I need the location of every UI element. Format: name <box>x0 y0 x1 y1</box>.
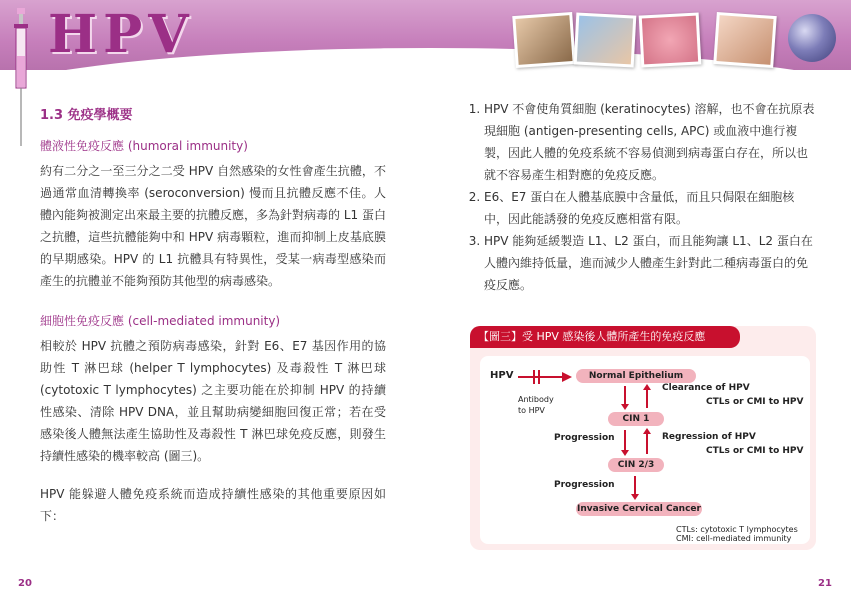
blocked-arrow-icon <box>518 368 574 386</box>
clearance-arrow <box>646 388 648 408</box>
hpv-logo: HPV <box>48 4 195 65</box>
girls-photo <box>713 12 776 68</box>
reasons-list <box>466 98 816 296</box>
syringe-icon <box>6 6 36 156</box>
ctl-cmi-label: CTLs or CMI to HPV <box>706 446 804 456</box>
humoral-text: 約有二分之一至三分之二受 HPV 自然感染的女性會產生抗體，不過通常血清轉換率 (seroconversion) 慢而且抗體反應不佳。人體內能夠被測定出來最主要的抗體反應，多為針對病毒的 L1 蛋白之抗體，這些抗體能夠中和 HPV 病毒顆粒，進而抑制上皮基底膜的早期感染。HPV 的 L1 抗體具有特異性，受某一病毒型感染而產生的抗體並不能夠預防其他型的病毒感染。 <box>40 164 386 288</box>
antibody-label: Antibody to HPV <box>518 395 554 415</box>
cells-photo <box>639 12 702 67</box>
regression-label: Regression of HPV <box>662 432 756 442</box>
page-number-left: 20 <box>18 578 32 589</box>
figure-diagram <box>480 356 810 544</box>
list-item: 1. HPV 不會使角質細胞 (keratinocytes) 溶解，也不會在抗原表現細胞 (antigen-presenting cells, APC) 或血液中進行複製，因此人體的免疫系統不容易偵測到病毒蛋白存在，所以也就不容易產生相對應的免疫反應。 <box>484 98 816 186</box>
closing-text: HPV 能躲避人體免疫系統而造成持續性感染的其他重要原因如下： <box>40 487 386 523</box>
progression-arrow <box>624 430 626 452</box>
hpv-label: HPV <box>490 370 514 381</box>
clearance-label: Clearance of HPV <box>662 383 750 393</box>
page-number-right: 21 <box>818 578 832 589</box>
stage-cin-2-3: CIN 2/3 <box>608 458 664 472</box>
cellular-text: 相較於 HPV 抗體之預防病毒感染，針對 E6、E7 基因作用的協助性 T 淋巴球 (helper T lymphocytes) 及毒殺性 T 淋巴球 (cytotoxic T lymphocytes) 之主要功能在於抑制 HPV 的持續性感染、清除 HPV DNA，並且幫助病變細胞回復正常；若在受感染後人體無法產生協助性及毒殺性 T 淋巴球免疫反應，則發生持續性感染的機率較高 (圖三)。 <box>40 339 386 463</box>
right-column <box>466 98 816 296</box>
mother-child-photo <box>512 12 575 68</box>
left-column <box>40 98 386 539</box>
virus-icon <box>788 14 836 62</box>
list-item: 2. E6、E7 蛋白在人體基底膜中含量低，而且只侷限在細胞核中，因此能誘發的免疫反應相當有限。 <box>484 186 816 230</box>
stage-normal-epithelium: Normal Epithelium <box>576 369 696 383</box>
cellular-title: 細胞性免疫反應 (cell-mediated immunity) <box>40 314 281 328</box>
progression-arrow <box>634 476 636 496</box>
progression-label: Progression <box>554 433 615 443</box>
family-photo <box>574 12 637 67</box>
regression-arrow <box>646 432 648 454</box>
progression-arrow <box>624 386 626 406</box>
list-item: 3. HPV 能夠延緩製造 L1、L2 蛋白，而且能夠讓 L1、L2 蛋白在人體內維持低量，進而減少人體產生針對此二種病毒蛋白的免疫反應。 <box>484 230 816 296</box>
footnote-cmi: CMI: cell-mediated immunity <box>676 534 792 543</box>
footnote-ctls: CTLs: cytotoxic T lymphocytes <box>676 525 798 534</box>
stage-invasive-cancer: Invasive Cervical Cancer <box>577 504 701 514</box>
progression-label: Progression <box>554 480 615 490</box>
humoral-title: 體液性免疫反應 (humoral immunity) <box>40 139 248 153</box>
ctl-cmi-label: CTLs or CMI to HPV <box>706 397 804 407</box>
figure-title: 【圖三】受 HPV 感染後人體所產生的免疫反應 <box>470 326 740 348</box>
stage-cin-1: CIN 1 <box>608 412 664 426</box>
section-title: 1.3 免疫學概要 <box>40 108 133 123</box>
figure-3 <box>470 326 816 550</box>
